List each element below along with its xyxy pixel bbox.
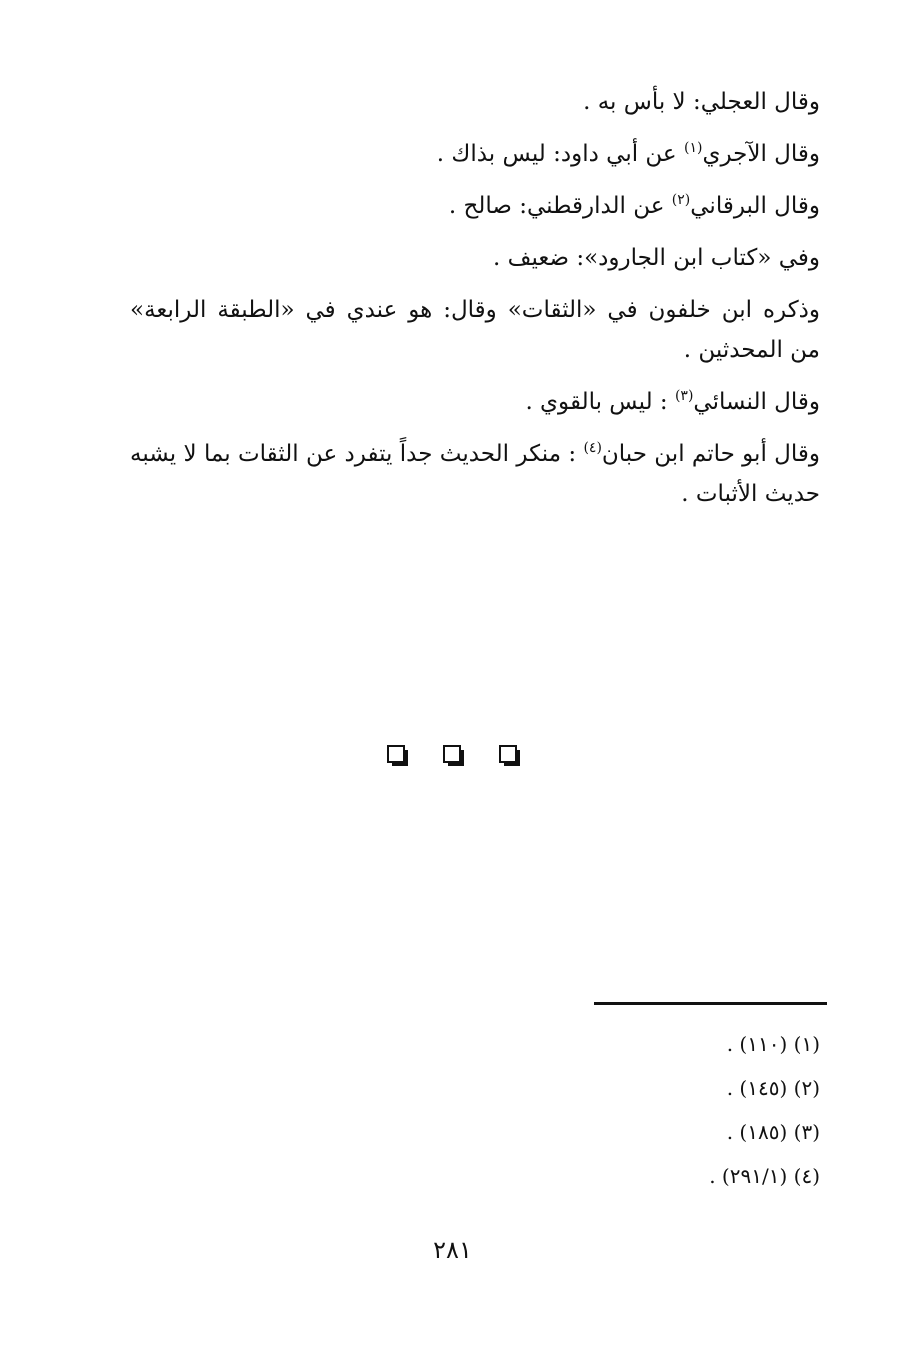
- paragraph: [130, 434, 820, 514]
- paragraph-text: وقال النسائي: [693, 389, 820, 415]
- paragraph-text: وقال البرقاني: [690, 193, 820, 219]
- footnote: (٢) (١٤٥) .: [726, 1076, 820, 1100]
- footnote-reference: (٣): [674, 388, 694, 404]
- paragraph-text: عن أبي داود: ليس بذاك .: [436, 141, 684, 167]
- square-ornament-icon: [499, 745, 519, 765]
- footnote-reference: (١): [683, 140, 703, 156]
- main-text: [130, 82, 820, 526]
- paragraph: [130, 134, 820, 174]
- footnote-reference: (٤): [583, 440, 602, 456]
- paragraph-text: وذكره ابن خلفون في «الثقات» وقال: هو عندي في «الطبقة الرابعة» من المحدثين .: [130, 297, 820, 363]
- paragraph-text: : ليس بالقوي .: [525, 389, 675, 415]
- paragraph: [130, 290, 820, 370]
- paragraph-text: وقال العجلي: لا بأس به .: [583, 89, 820, 115]
- page-number: ٢٨١: [433, 1236, 472, 1264]
- paragraph-text: عن الدارقطني: صالح .: [448, 193, 672, 219]
- footnote: (١) (١١٠) .: [726, 1032, 820, 1056]
- paragraph: [130, 238, 820, 278]
- square-ornament-icon: [443, 745, 463, 765]
- paragraph: [130, 186, 820, 226]
- section-divider: [0, 745, 905, 775]
- footnotes: [560, 1022, 820, 1198]
- paragraph-text: وفي «كتاب ابن الجارود»: ضعيف .: [493, 245, 820, 271]
- square-ornament-icon: [387, 745, 407, 765]
- paragraph-text: وقال الآجري: [702, 141, 820, 167]
- paragraph: [130, 382, 820, 422]
- footnote-reference: (٢): [671, 192, 691, 208]
- footnote: (٤) (٢٩١/١) .: [709, 1164, 820, 1188]
- paragraph: [130, 82, 820, 122]
- paragraph-text: : منكر الحديث جداً يتفرد عن الثقات بما لا يشبه حديث الأثبات .: [130, 441, 820, 507]
- footnote: (٣) (١٨٥) .: [726, 1120, 820, 1144]
- paragraph-text: وقال أبو حاتم ابن حبان: [601, 441, 820, 467]
- footnote-separator: [594, 1002, 827, 1005]
